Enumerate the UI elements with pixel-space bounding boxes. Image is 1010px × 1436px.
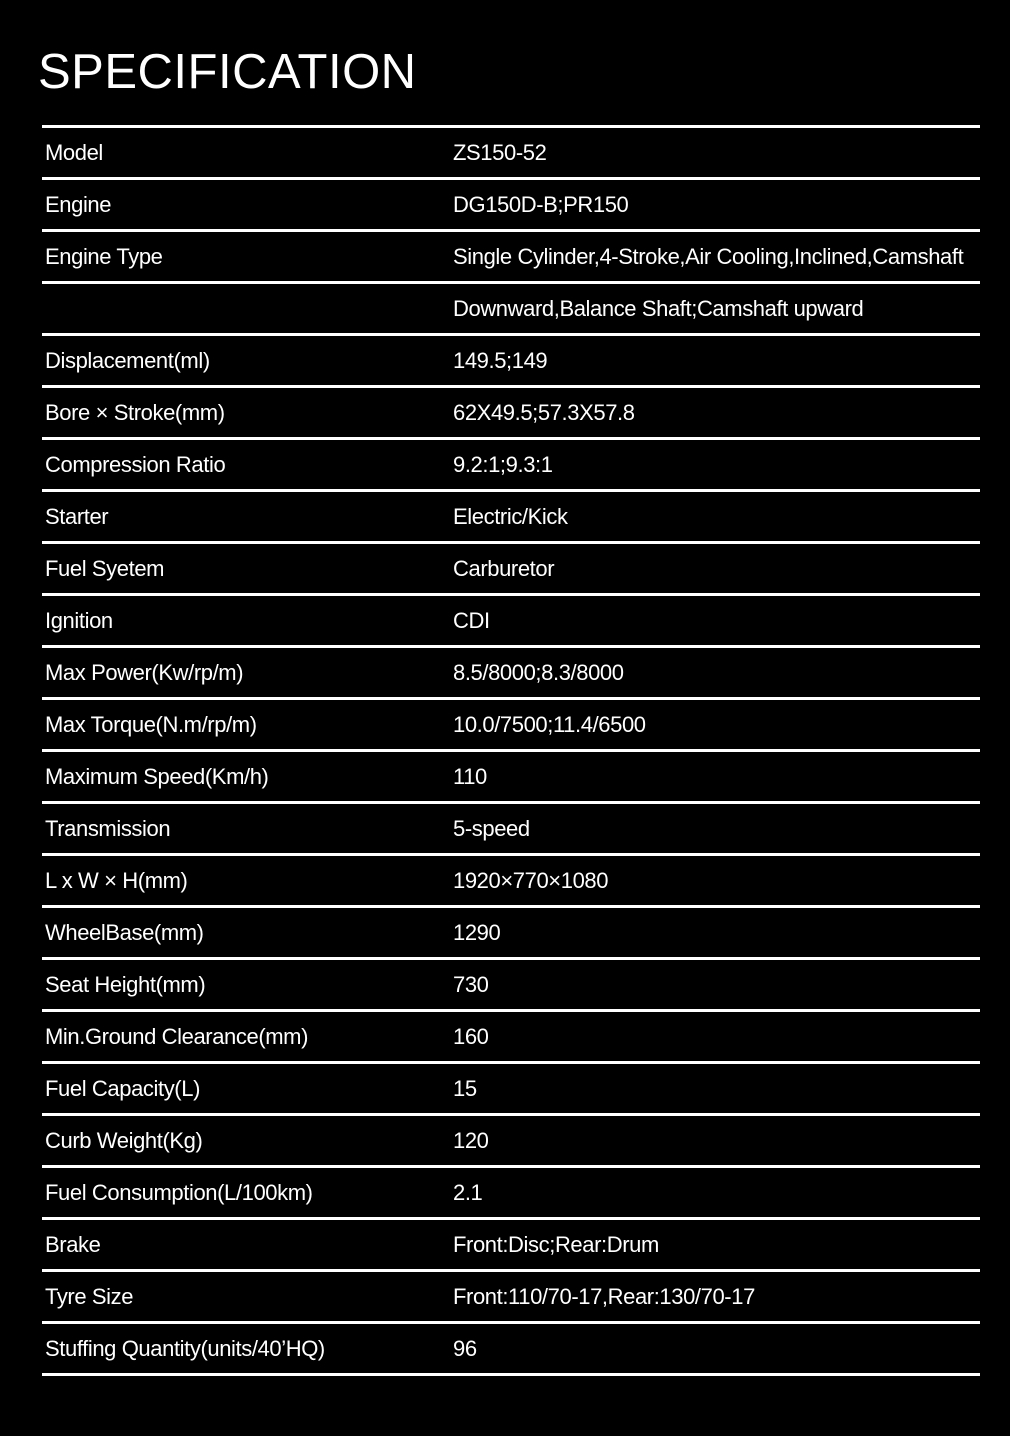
spec-value: Electric/Kick (453, 503, 568, 529)
table-row (42, 596, 980, 648)
table-row (42, 700, 980, 752)
spec-label: Stuffing Quantity(units/40’HQ) (45, 1335, 325, 1361)
table-row (42, 1116, 980, 1168)
table-row (42, 232, 980, 284)
spec-value: DG150D-B;PR150 (453, 191, 629, 217)
spec-value: CDI (453, 607, 490, 633)
spec-value: 120 (453, 1127, 489, 1153)
page-title: SPECIFICATION (38, 45, 417, 99)
spec-value: 730 (453, 971, 489, 997)
spec-value: 62X49.5;57.3X57.8 (453, 399, 635, 425)
table-row (42, 128, 980, 180)
spec-label: Engine (45, 191, 112, 217)
spec-value: 160 (453, 1023, 489, 1049)
spec-value: 1920×770×1080 (453, 867, 609, 893)
table-row (42, 1012, 980, 1064)
spec-label: Ignition (45, 607, 113, 633)
spec-value: 2.1 (453, 1179, 483, 1205)
spec-value: 1290 (453, 919, 501, 945)
table-row (42, 648, 980, 700)
spec-label: Fuel Syetem (45, 555, 165, 581)
spec-value: 9.2:1;9.3:1 (453, 451, 553, 477)
table-row (42, 908, 980, 960)
spec-label: Compression Ratio (45, 451, 226, 477)
table-row (42, 388, 980, 440)
spec-label: Min.Ground Clearance(mm) (45, 1023, 309, 1049)
spec-value: 5-speed (453, 815, 530, 841)
table-row (42, 1168, 980, 1220)
spec-value: ZS150-52 (453, 139, 547, 165)
table-row (42, 856, 980, 908)
spec-value: 110 (453, 763, 487, 789)
table-row (42, 544, 980, 596)
spec-label: Displacement(ml) (45, 347, 210, 373)
spec-label: Max Power(Kw/rp/m) (45, 659, 244, 685)
spec-value: Downward,Balance Shaft;Camshaft upward (453, 295, 864, 321)
table-row (42, 804, 980, 856)
spec-value: 149.5;149 (453, 347, 548, 373)
spec-label: L x W × H(mm) (45, 867, 188, 893)
spec-value: Front:110/70-17,Rear:130/70-17 (453, 1283, 755, 1309)
spec-value: 15 (453, 1075, 477, 1101)
spec-label: Fuel Consumption(L/100km) (45, 1179, 313, 1205)
table-row (42, 960, 980, 1012)
table-row (42, 1272, 980, 1324)
table-row (42, 492, 980, 544)
spec-label: Max Torque(N.m/rp/m) (45, 711, 257, 737)
table-row (42, 336, 980, 388)
spec-label: Brake (45, 1231, 101, 1257)
spec-value: 8.5/8000;8.3/8000 (453, 659, 624, 685)
spec-label: Starter (45, 503, 109, 529)
table-row (42, 1064, 980, 1116)
table-row (42, 440, 980, 492)
table-row (42, 180, 980, 232)
table-row (42, 752, 980, 804)
spec-label: Model (45, 139, 103, 165)
spec-label: Fuel Capacity(L) (45, 1075, 200, 1101)
spec-value: Front:Disc;Rear:Drum (453, 1231, 659, 1257)
spec-label: Maximum Speed(Km/h) (45, 763, 269, 789)
spec-label: Transmission (45, 815, 171, 841)
spec-label: Seat Height(mm) (45, 971, 206, 997)
spec-label: Bore × Stroke(mm) (45, 399, 225, 425)
spec-value: Carburetor (453, 555, 555, 581)
spec-label: Engine Type (45, 243, 163, 269)
spec-label: WheelBase(mm) (45, 919, 204, 945)
spec-table (42, 125, 980, 1376)
spec-value: 96 (453, 1335, 477, 1361)
spec-label: Curb Weight(Kg) (45, 1127, 203, 1153)
table-row (42, 1324, 980, 1376)
table-row (42, 284, 980, 336)
spec-value: Single Cylinder,4-Stroke,Air Cooling,Inclined,Camshaft (453, 243, 964, 269)
spec-value: 10.0/7500;11.4/6500 (453, 711, 646, 737)
spec-label: Tyre Size (45, 1283, 134, 1309)
table-row (42, 1220, 980, 1272)
